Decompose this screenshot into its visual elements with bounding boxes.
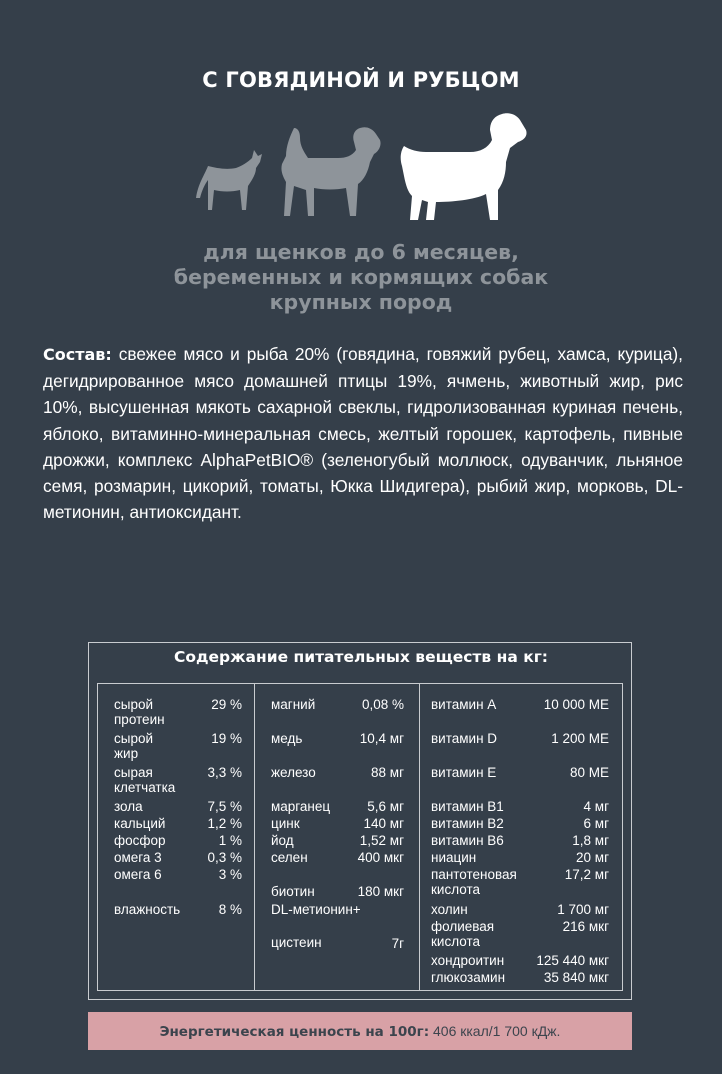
small-dog-icon bbox=[196, 150, 262, 210]
nutrient-value: 1,8 мг bbox=[572, 833, 609, 848]
nutrient-name: сырой протеин bbox=[114, 697, 165, 727]
nutrient-name: сырая клетчатка bbox=[114, 765, 176, 795]
nutrient-value: 5,6 мг bbox=[367, 799, 404, 814]
nutrient-value: 7г bbox=[391, 936, 404, 951]
nutrient-name: витамин D bbox=[431, 731, 498, 746]
nutrient-value: 80 МЕ bbox=[569, 765, 609, 780]
nutrient-value: 0,3 % bbox=[207, 850, 242, 865]
nutrient-name: селен bbox=[271, 850, 308, 865]
nutrient-value: 140 мг bbox=[363, 816, 404, 831]
column-divider bbox=[419, 683, 420, 991]
nutrient-value: 3,3 % bbox=[207, 765, 242, 780]
nutrient-name: хондроитин bbox=[431, 953, 505, 968]
nutrient-name: сырой жир bbox=[114, 731, 154, 761]
nutrient-name: влажность bbox=[114, 902, 181, 917]
nutrient-value: 10 000 МЕ bbox=[543, 697, 609, 712]
nutrient-name: фосфор bbox=[114, 833, 166, 848]
energy-value-bar bbox=[88, 1012, 632, 1050]
nutrient-name: зола bbox=[114, 799, 143, 814]
composition-ingredients: свежее мясо и рыба 20% (говядина, говяжий рубец, хамса, курица), дегидрированное мясо домашней птицы 19%, ячмень, животный жир, рис 10%, высушенная мякоть сахарной свеклы, гидролизованная куриная печень, яблоко, витаминно-минеральная смесь, желтый горошек, картофель, пивные дрожжи, комплекс AlphaPetBIO® (зеленогубый моллюск, одуванчик, льняное семя, розмарин, цикорий, томаты, Юкка Шидигера), рыбий жир, морковь, DL-метионин, антиоксидант. bbox=[43, 344, 683, 523]
nutrient-name: кальций bbox=[114, 816, 166, 831]
nutrient-value: 88 мг bbox=[371, 765, 404, 780]
column-divider bbox=[254, 683, 255, 991]
nutrient-value: 0,08 % bbox=[361, 697, 404, 712]
nutrient-value: 3 % bbox=[218, 867, 242, 882]
nutrient-name: витамин А bbox=[431, 697, 497, 712]
nutrient-value: 10,4 мг bbox=[359, 731, 404, 746]
nutrients-title: Содержание питательных веществ на кг: bbox=[173, 648, 549, 666]
nutrient-value: 1,52 мг bbox=[359, 833, 404, 848]
large-dog-icon bbox=[401, 113, 527, 220]
nutrient-row bbox=[271, 902, 404, 952]
energy-value: 406 ккал/1 700 кДж. bbox=[429, 1023, 561, 1039]
nutrient-name: биотин bbox=[271, 884, 315, 899]
nutrient-value: 20 мг bbox=[576, 850, 609, 865]
nutrient-name: цинк bbox=[271, 816, 300, 831]
nutrient-name: холин bbox=[431, 902, 468, 917]
medium-dog-icon bbox=[281, 127, 380, 216]
nutrient-value: 1 200 МЕ bbox=[551, 731, 609, 746]
nutrient-value: 6 мг bbox=[583, 816, 609, 831]
nutrient-name: витамин Е bbox=[431, 765, 497, 780]
dog-sizes-illustration bbox=[190, 106, 530, 224]
nutrient-name: витамин В1 bbox=[431, 799, 504, 814]
nutrient-value: 7,5 % bbox=[207, 799, 242, 814]
composition-text bbox=[43, 341, 683, 525]
nutrient-name: йод bbox=[271, 833, 294, 848]
nutrient-name: DL-метионин+ цистеин bbox=[271, 902, 361, 950]
nutrient-value: 8 % bbox=[218, 902, 242, 917]
energy-label: Энергетическая ценность на 100г: bbox=[159, 1024, 430, 1040]
nutrient-value: 29 % bbox=[211, 697, 242, 712]
product-title: С ГОВЯДИНОЙ И РУБЦОМ bbox=[202, 68, 520, 92]
nutrient-name: витамин В2 bbox=[431, 816, 504, 831]
nutrient-value: 35 840 мкг bbox=[543, 970, 609, 985]
nutrient-value: 216 мкг bbox=[562, 919, 609, 934]
nutrient-name: пантотеновая кислота bbox=[431, 867, 517, 897]
subtitle-line: беременных и кормящих собак bbox=[173, 265, 549, 289]
nutrient-value: 125 440 мкг bbox=[536, 953, 609, 968]
composition-label: Состав: bbox=[43, 345, 112, 364]
nutrient-name: железо bbox=[271, 765, 316, 780]
nutrient-name: магний bbox=[271, 697, 316, 712]
subtitle-line: для щенков до 6 месяцев, bbox=[203, 240, 519, 264]
nutrient-name: омега 3 bbox=[114, 850, 162, 865]
nutrient-name: ниацин bbox=[431, 850, 477, 865]
target-audience bbox=[0, 240, 722, 315]
nutrient-name: омега 6 bbox=[114, 867, 162, 882]
nutrient-name: марганец bbox=[271, 799, 331, 814]
nutrient-name: витамин В6 bbox=[431, 833, 504, 848]
nutrient-value: 1 700 мг bbox=[557, 902, 609, 917]
nutrient-name: фолиевая кислота bbox=[431, 919, 495, 949]
nutrient-name: медь bbox=[271, 731, 303, 746]
nutrient-value: 19 % bbox=[211, 731, 242, 746]
nutrient-value: 1,2 % bbox=[207, 816, 242, 831]
nutrient-value: 400 мкг bbox=[357, 850, 404, 865]
subtitle-line: крупных пород bbox=[269, 290, 453, 314]
nutrient-value: 4 мг bbox=[583, 799, 609, 814]
nutrient-value: 1 % bbox=[218, 833, 242, 848]
nutrient-value: 180 мкг bbox=[357, 884, 404, 899]
nutrient-name: глюкозамин bbox=[431, 970, 506, 985]
nutrient-value: 17,2 мг bbox=[564, 867, 609, 882]
